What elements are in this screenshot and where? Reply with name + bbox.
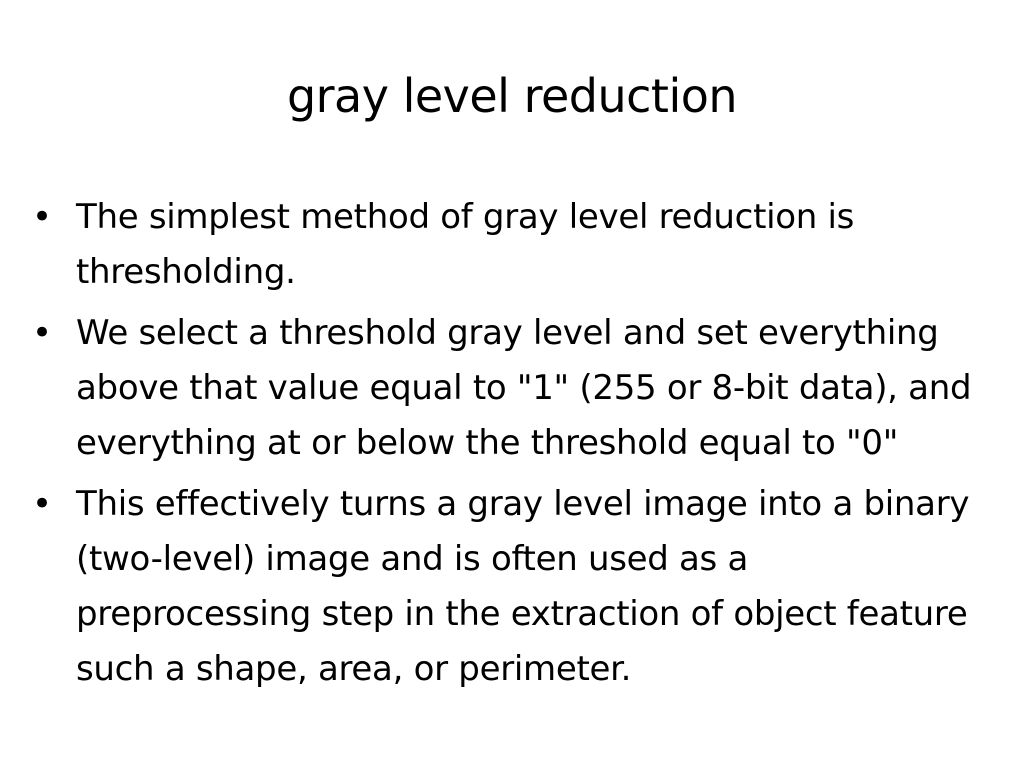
bullet-text: The simplest method of gray level reduction is thresholding.	[76, 197, 855, 292]
bullet-item	[30, 477, 988, 697]
bullet-item	[30, 190, 988, 300]
bullet-item	[30, 306, 988, 471]
bullet-text: This effectively turns a gray level image into a binary (two-level) image and is often used as a preprocessing step in the extraction of object feature such a shape, area, or perimeter.	[76, 484, 970, 689]
bullet-icon: •	[32, 313, 52, 353]
bullet-list	[30, 190, 988, 703]
bullet-icon: •	[32, 484, 52, 524]
bullet-text: We select a threshold gray level and set everything above that value equal to "1" (255 or 8-bit data), and everything at or below the threshold equal to "0"	[76, 313, 972, 463]
bullet-icon: •	[32, 197, 52, 237]
slide-title: gray level reduction	[286, 69, 738, 123]
